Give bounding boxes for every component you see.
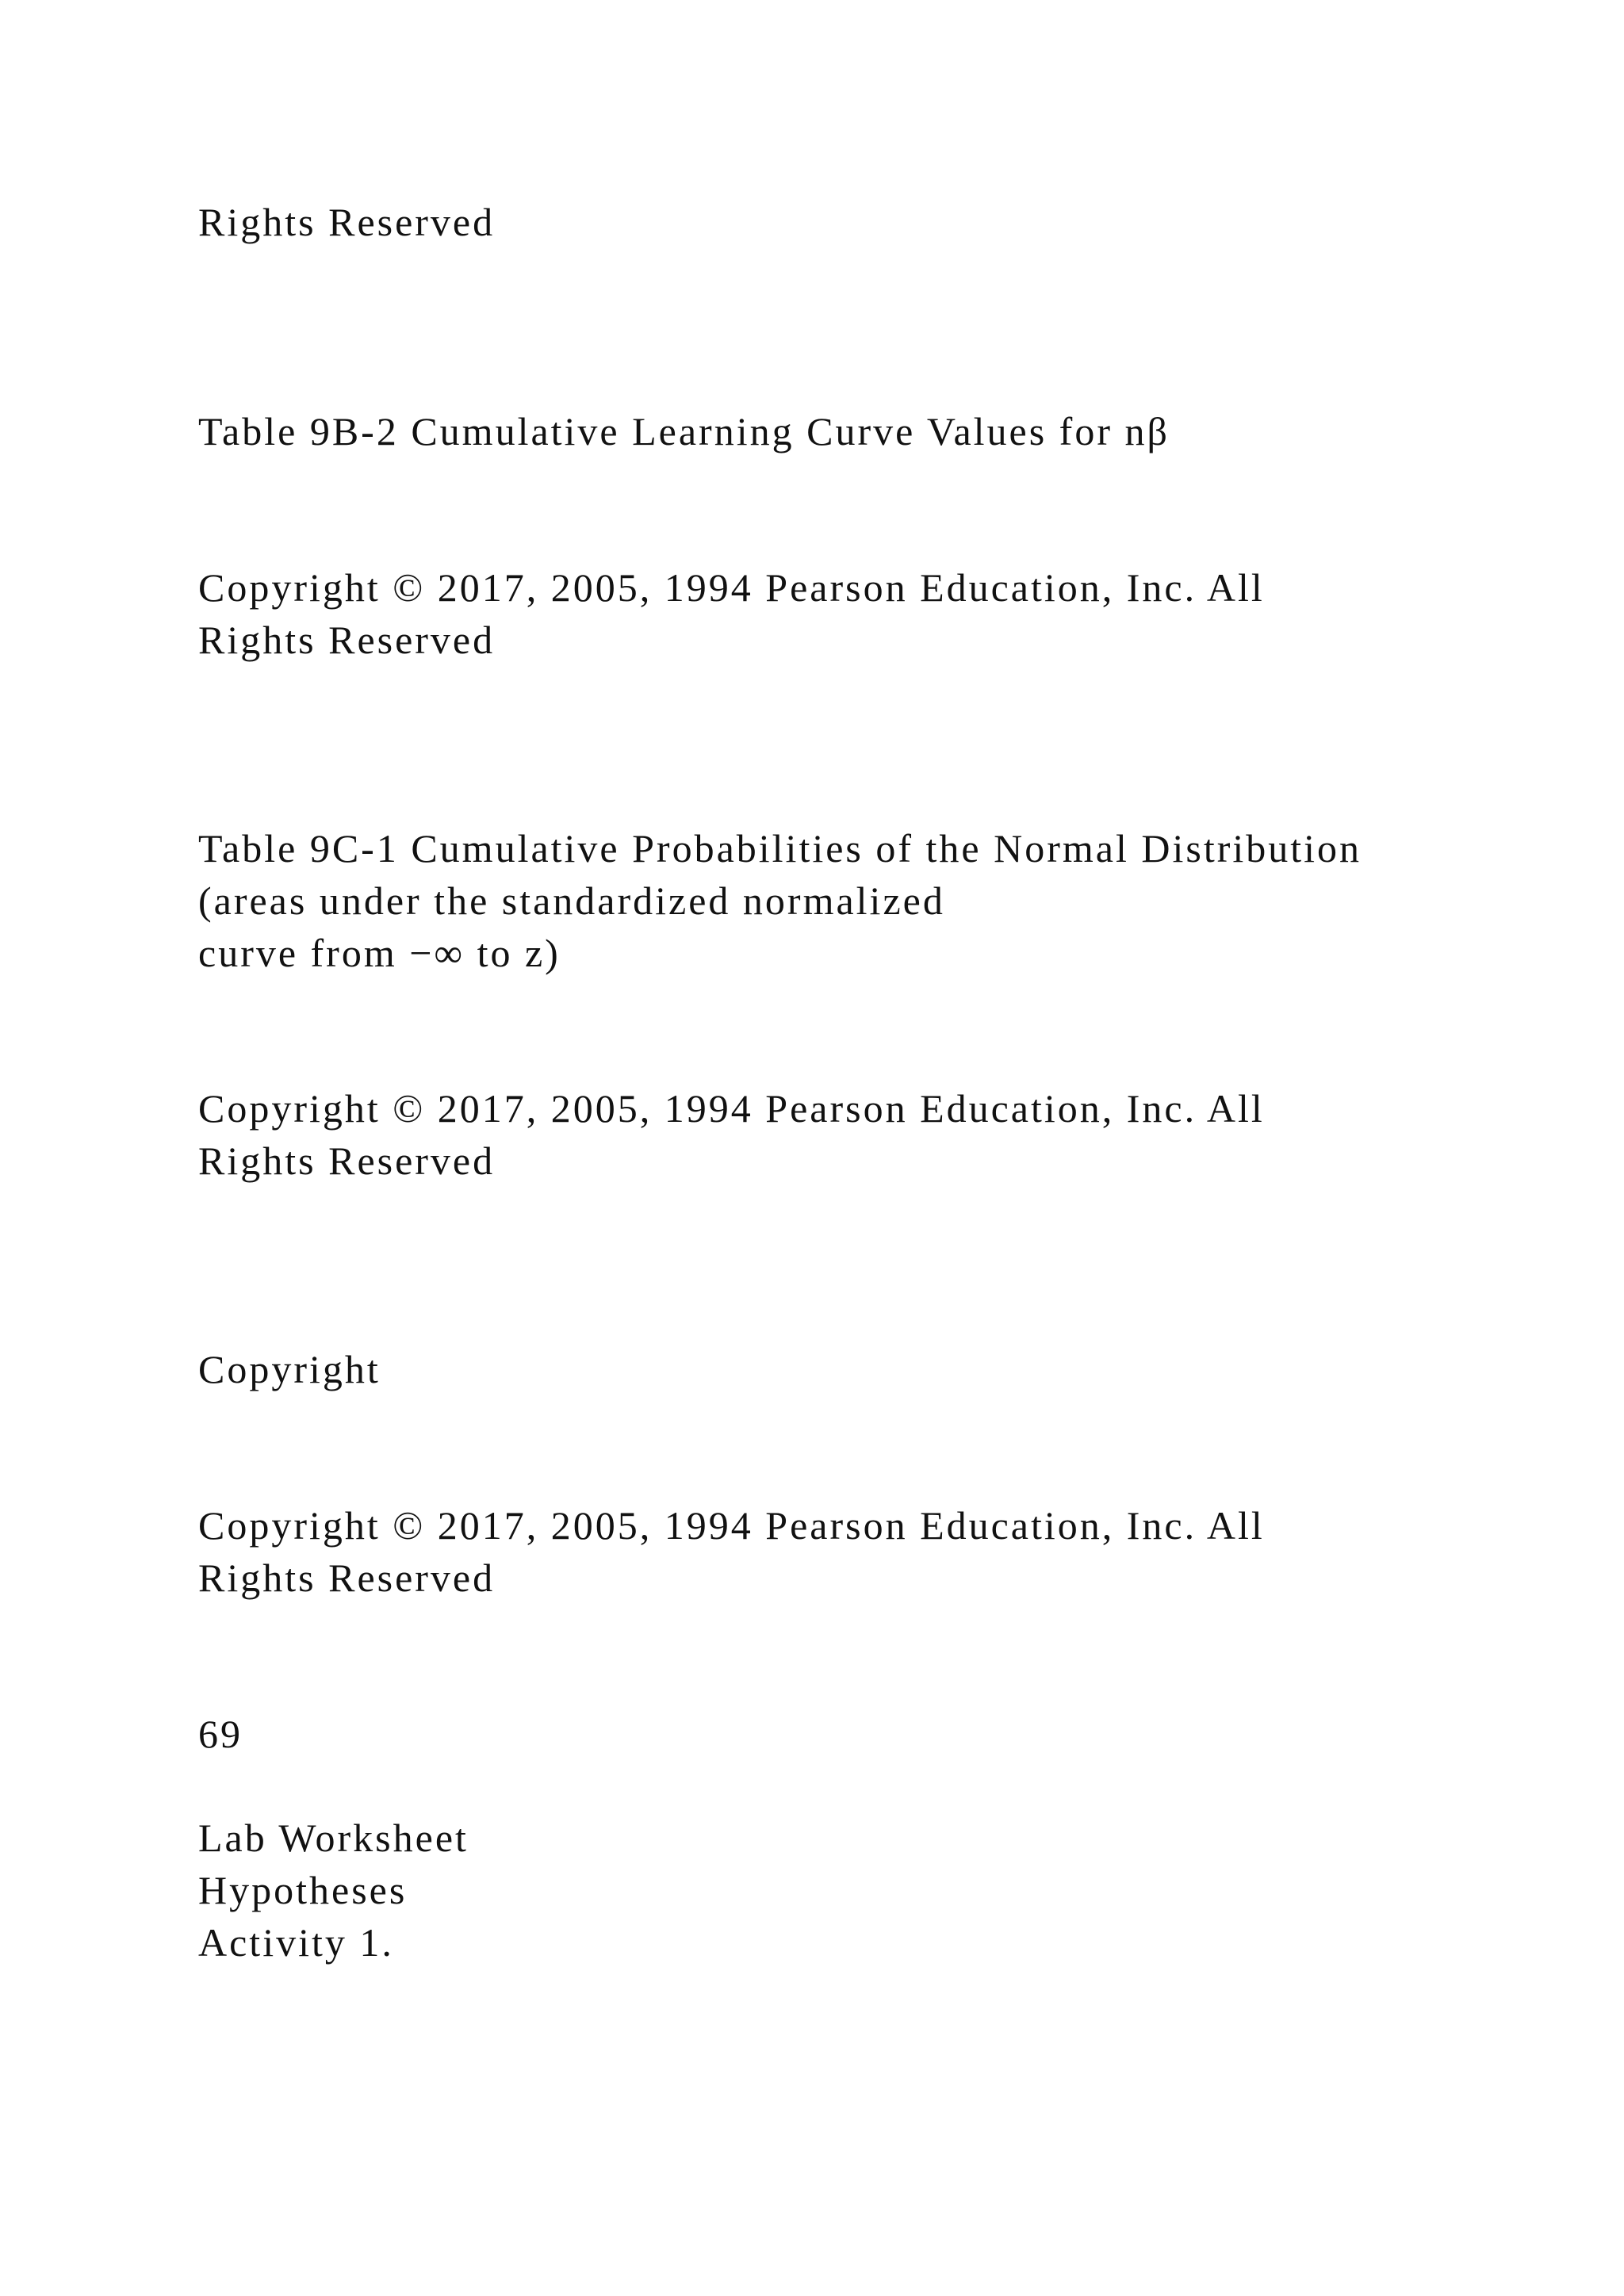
page-number: 69 bbox=[198, 1712, 243, 1756]
copyright-line: Copyright © 2017, 2005, 1994 Pearson Education, Inc. All bbox=[198, 1503, 1265, 1548]
table-9c-1-caption-continued: curve from −∞ to z) bbox=[198, 931, 561, 975]
worksheet-section-heading: Hypotheses bbox=[198, 1868, 408, 1912]
rights-reserved-line: Rights Reserved bbox=[198, 200, 496, 244]
activity-heading: Activity 1. bbox=[198, 1920, 394, 1965]
copyright-line: Copyright © 2017, 2005, 1994 Pearson Education, Inc. All bbox=[198, 1086, 1265, 1131]
copyright-line: Copyright © 2017, 2005, 1994 Pearson Education, Inc. All bbox=[198, 565, 1265, 610]
rights-reserved-line: Rights Reserved bbox=[198, 1556, 496, 1600]
table-9c-1-caption: Table 9C-1 Cumulative Probabilities of the Normal Distribution bbox=[198, 826, 1362, 871]
rights-reserved-line: Rights Reserved bbox=[198, 1138, 496, 1183]
table-9b-2-caption: Table 9B-2 Cumulative Learning Curve Values for nβ bbox=[198, 409, 1170, 453]
copyright-heading: Copyright bbox=[198, 1347, 381, 1391]
rights-reserved-line: Rights Reserved bbox=[198, 618, 496, 662]
table-9c-1-caption-continued: (areas under the standardized normalized bbox=[198, 878, 945, 923]
worksheet-title: Lab Worksheet bbox=[198, 1816, 469, 1860]
